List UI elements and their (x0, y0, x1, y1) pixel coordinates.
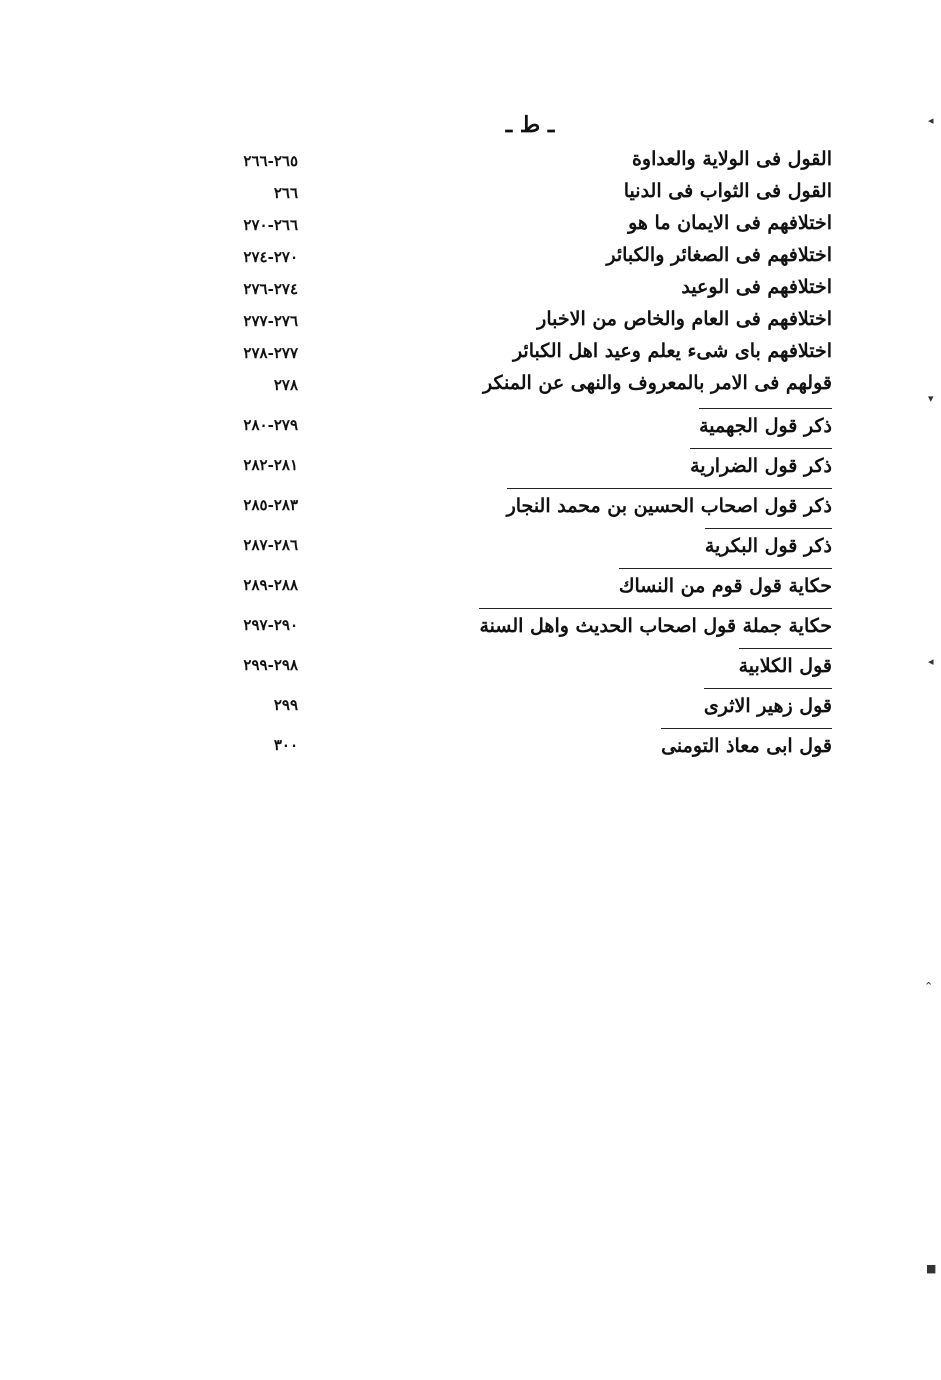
toc-entry (170, 688, 850, 722)
toc-entry-pages: ٢٨٣-٢٨٥ (243, 496, 298, 514)
toc-entry-pages: ٢٧٧-٢٧٨ (243, 344, 298, 362)
toc-entry-pages: ٢٧٠-٢٧٤ (243, 248, 298, 266)
toc-entry-pages: ٢٨١-٢٨٢ (243, 456, 298, 474)
toc-entry (170, 488, 850, 522)
margin-speck: ◂ (928, 655, 934, 668)
margin-speck: ■ (926, 1262, 937, 1275)
toc-entry (170, 144, 850, 178)
toc-entry (170, 408, 850, 442)
toc-entry-title: اختلافهم فى الصغائر والكبائر (606, 244, 832, 266)
toc-entry-pages: ٢٩٠-٢٩٧ (243, 616, 298, 634)
toc-entry-pages: ٢٨٨-٢٨٩ (243, 576, 298, 594)
margin-speck: ▾ (928, 392, 934, 405)
toc-entry-title: اختلافهم باى شىء يعلم وعيد اهل الكبائر (512, 340, 832, 362)
toc-entry-title: حكاية قول قوم من النساك (619, 568, 832, 601)
toc-entry-pages: ٣٠٠ (273, 736, 298, 754)
toc-entry (170, 336, 850, 370)
toc-entry-pages: ٢٦٥-٢٦٦ (243, 152, 298, 170)
toc-entry-pages: ٢٧٦-٢٧٧ (243, 312, 298, 330)
toc-entry (170, 368, 850, 402)
toc-entry-pages: ٢٩٩ (273, 696, 298, 714)
toc-entry-title: القول فى الثواب فى الدنيا (623, 180, 832, 202)
toc-entry-title: قول ابى معاذ التومنى (661, 728, 832, 761)
toc-entry-title: قولهم فى الامر بالمعروف والنهى عن المنكر (483, 372, 832, 394)
toc-entry (170, 728, 850, 762)
toc-entry (170, 176, 850, 210)
toc-entry-title: ذكر قول الضرارية (690, 448, 832, 481)
page-marker: ـ ط ـ (505, 112, 555, 138)
toc-entry-pages: ٢٧٨ (273, 376, 298, 394)
toc-entry (170, 608, 850, 642)
toc-entry-pages: ٢٧٤-٢٧٦ (243, 280, 298, 298)
toc-entry-title: قول زهير الاثرى (704, 688, 832, 721)
toc-entry-title: ذكر قول اصحاب الحسين بن محمد النجار (507, 488, 832, 521)
toc-entry (170, 648, 850, 682)
toc-entry-title: القول فى الولاية والعداوة (631, 148, 832, 170)
margin-speck: ◂ (928, 114, 934, 127)
toc-entry-pages: ٢٦٦ (273, 184, 298, 202)
toc-entry (170, 272, 850, 306)
toc-entry-title: حكاية جملة قول اصحاب الحديث واهل السنة (479, 608, 832, 641)
toc-entry-pages: ٢٩٨-٢٩٩ (243, 656, 298, 674)
toc-entry (170, 568, 850, 602)
toc-entry-pages: ٢٦٦-٢٧٠ (243, 216, 298, 234)
toc-entry-pages: ٢٧٩-٢٨٠ (243, 416, 298, 434)
toc-entry (170, 448, 850, 482)
toc-entry-title: ذكر قول الجهمية (699, 408, 832, 441)
toc-entry-title: ذكر قول البكرية (705, 528, 832, 561)
toc-entry (170, 528, 850, 562)
toc-entry (170, 240, 850, 274)
toc-entry-pages: ٢٨٦-٢٨٧ (243, 536, 298, 554)
toc-entry-title: اختلافهم فى الوعيد (681, 276, 832, 298)
toc-entry-title: اختلافهم فى العام والخاص من الاخبار (537, 308, 832, 330)
toc-entry (170, 304, 850, 338)
toc-entry-title: قول الكلابية (739, 648, 832, 681)
toc-entry (170, 208, 850, 242)
margin-speck: ⌃ (924, 980, 934, 993)
toc-entry-title: اختلافهم فى الايمان ما هو (628, 212, 832, 234)
